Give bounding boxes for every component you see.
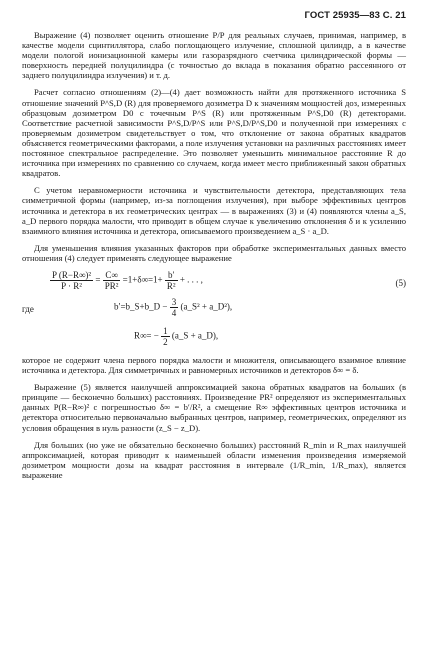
r-inf-line bbox=[134, 326, 218, 347]
paragraph-2: Расчет согласно отношениям (2)—(4) дает возможность найти для протяженного источника S отношение значений P^S,D (R) для проверяемого дозиметра D к значениям мощностей доз, измеренных образцовым дозиметром D0 с точечным P^S (R) или протяженным P^S,D0 (R) детекторами. Соответствие расчетной зависимости P^S,D/P^S или P^S,D/P^S,D0 и полученной при измерениях с проверяемым дозиметром свидетельствует о том, что отклонение от закона обратных квадратов объясняется геометрическими факторами, а поле излучения установки на различных расстояниях имеет постоянное спектральное распределение. Это позволяет уменьшить минимальное расстояние R до источника при измерениях по сравнению со случаем, когда имеет место приближенный закон обратных квадратов. bbox=[22, 87, 406, 179]
r-inf-tail: (a_S + a_D), bbox=[171, 330, 219, 341]
b-fraction bbox=[170, 297, 179, 318]
formula-tail: + . . . , bbox=[179, 274, 203, 285]
lhs-numerator: P (R−R∞)² bbox=[52, 269, 92, 280]
b-prime-tail: (a_S² + a_D²), bbox=[180, 301, 233, 312]
mid-numerator: C∞ bbox=[103, 270, 121, 281]
equation-number: (5) bbox=[395, 277, 406, 288]
paragraph-1: Выражение (4) позволяет оценить отношение P/P для реальных случаев, принимая, например, в качестве модели сцинтиллятора, слабо поглощающего излучение, сплошной цилиндр, а в качестве модели пологой ионизационной камеры или газоразрядного счетчика цилиндрической формы — поверхность передней полуцилиндра (с точностью до вклада в показания обратно рассеянного от заднего полуцилиндра излучения) и т. д. bbox=[22, 30, 406, 81]
b-fraction-den: 4 bbox=[171, 308, 177, 319]
r-inf-lhs: R∞= − bbox=[134, 330, 159, 341]
formula-5 bbox=[22, 270, 406, 352]
where-label: где bbox=[22, 303, 34, 314]
mid-fraction bbox=[103, 270, 121, 291]
page-header: ГОСТ 25935—83 С. 21 bbox=[304, 10, 406, 21]
rhs-fraction bbox=[165, 270, 178, 291]
r-fraction bbox=[161, 326, 170, 347]
paragraph-3: С учетом неравномерности источника и чувствительности детектора, представляющих тела симметричной формы (например, из-за поглощения излучения), при выборе эффективных центров источника и детектора в их геометрических центрах — в выражениях (3) и (4) появляются члены a_S, a_D первого порядка малости, что приводит в общем случае к увеличению отклонения δ и к усилению взаимного влияния источника и детектора, описываемого произведением a_S · a_D. bbox=[22, 185, 406, 236]
paragraph-6: Выражение (5) является наилучшей аппроксимацией закона обратных квадратов на больших (в принципе — бесконечно больших) расстояниях. Произведение PR² определяют из экспериментальных данных P(R−R∞)² с погрешностью δ∞ = b′/R², а смещение R∞ эффективных центров источника и детектора относительно первоначально выбранных центров, например, геометрических, определяют из условия обращения в нуль разности (z_S − z_D). bbox=[22, 382, 406, 433]
b-fraction-num: 3 bbox=[171, 296, 177, 307]
formula-middle: =1+δ∞=1+ bbox=[122, 274, 163, 285]
rhs-denominator: R² bbox=[166, 281, 176, 292]
rhs-numerator: b′ bbox=[165, 270, 178, 281]
b-prime-line bbox=[114, 297, 232, 318]
paragraph-7: Для больших (но уже не обязательно бесконечно больших) расстояний R_min и R_max наилучшей аппроксимацией, которая приводит к наименьшей области изменения произведения измеряемой дозиметром мощности дозы на квадрат расстояния в интервале (1/R_min, 1/R_max), является выражение bbox=[22, 439, 406, 480]
paragraph-4: Для уменьшения влияния указанных факторов при обработке экспериментальных данных вместо отношения (4) следует применять следующее выражение bbox=[22, 242, 406, 263]
r-fraction-num: 1 bbox=[163, 325, 168, 336]
mid-denominator: PR² bbox=[104, 281, 119, 292]
lhs-denominator: P · R² bbox=[61, 281, 82, 292]
r-fraction-den: 2 bbox=[163, 337, 168, 348]
lhs-fraction bbox=[50, 270, 93, 291]
document-body bbox=[22, 30, 406, 487]
b-prime-lhs: b′=b_S+b_D − bbox=[114, 301, 168, 312]
equals-sign: = bbox=[95, 274, 101, 285]
paragraph-5: которое не содержит члена первого порядка малости и множителя, описывающего взаимное влияние источника и детектора. Для симметричных и равномерных источников и детекторов δ∞ = δ. bbox=[22, 354, 406, 376]
formula-main-line bbox=[50, 270, 203, 291]
